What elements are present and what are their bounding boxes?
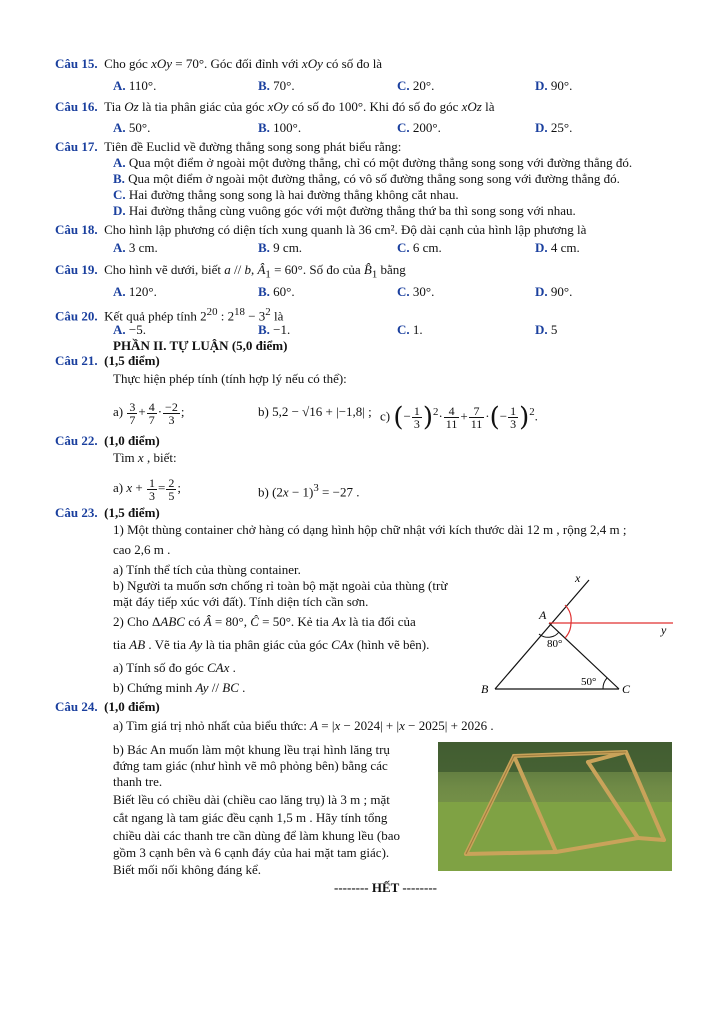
label-C: C — [622, 682, 631, 696]
q23-p1-line1: 1) Một thùng container chở hàng có dạng hình hộp chữ nhật với kích thước dài 12 m , rộng 2,4 m ; — [113, 522, 627, 537]
q21-label: Câu 21. — [55, 353, 98, 368]
q23-p1-a: a) Tính thể tích của thùng container. — [113, 562, 301, 577]
q20-option-a: A. −5. — [113, 322, 146, 337]
q22-part-a: a) x + $\frac{1}{3}$ = $\frac{2}{5}$ ; — [113, 475, 181, 503]
q15-stem: Câu 15. Cho góc xOy = 70°. Góc đối đỉnh với xOy có số đo là — [55, 56, 383, 71]
bamboo-tent-photo — [438, 742, 672, 871]
q23-p1-line2: cao 2,6 m . — [113, 542, 171, 557]
q19-option-b: B. 60°. — [258, 284, 295, 299]
q20-option-b: B. −1. — [258, 322, 291, 337]
label-x: x — [575, 572, 581, 585]
q17-option-a: A. Qua một điểm ở ngoài một đường thẳng, chỉ có một đường thẳng song song với đường thẳng đó. — [113, 155, 633, 170]
q22-text: Tìm x , biết: — [113, 450, 177, 465]
q15-option-d: D. 90°. — [535, 78, 573, 93]
q18-option-c: C. 6 cm. — [397, 240, 442, 255]
q23-p1-b1: b) Người ta muốn sơn chống rỉ toàn bộ mặt ngoài của thùng (trừ — [113, 578, 448, 593]
q21-header — [55, 353, 160, 369]
q21-part-a: a) $\frac{3}{7}$ + $\frac{4}{7}$ · $\frac{-2}{3}$ ; — [113, 399, 185, 427]
q24-b-line2: đứng tam giác (như hình vẽ mô phỏng bên) bằng các — [113, 758, 388, 773]
ray-Bx — [495, 580, 589, 689]
q23-p1-b2: mặt đáy tiếp xúc với đất). Tính diện tích cần sơn. — [113, 594, 369, 609]
q22-points: (1,0 điểm) — [104, 433, 160, 448]
q20-stem: Câu 20. Kết quả phép tính $2^{20}$ : $2^{18} - 3^2$ là — [55, 306, 284, 324]
q17-option-d: D. Hai đường thẳng cùng vuông góc với một đường thẳng thứ ba thì song song với nhau. — [113, 203, 576, 218]
q24-b-line8: Biết mối nối không đáng kể. — [113, 862, 262, 877]
q21-part-c: c) (− $\frac{1}{3}$ )$^2$· $\frac{4}{11}$ + $\frac{7}{11}$ ·(− $\frac{1}{3}$ )$^2$. — [380, 402, 538, 433]
q15-label: Câu 15. — [55, 56, 98, 71]
q23-p2-line2: tia AB . Vẽ tia Ay là tia phân giác của góc CAx (hình vẽ bên). — [113, 637, 430, 652]
label-B: B — [481, 682, 489, 696]
q24-part-a: a) Tìm giá trị nhỏ nhất của biểu thức: A = |x − 2024| + |x − 2025| + 2026 . — [113, 718, 494, 733]
q18-option-d: D. 4 cm. — [535, 240, 580, 255]
q20-option-d: D. 5 — [535, 322, 558, 337]
q17-option-c: C. Hai đường thẳng song song là hai đường thẳng không cắt nhau. — [113, 187, 459, 202]
q19-option-a: A. 120°. — [113, 284, 157, 299]
q24-b-line5: cắt ngang là tam giác đều cạnh 1,5 m . Hãy tính tổng — [113, 810, 388, 825]
q24-b-line1: b) Bác An muốn làm một khung lều trại hình lăng trụ — [113, 742, 390, 757]
q18-option-b: B. 9 cm. — [258, 240, 303, 255]
q18-stem: Câu 18. Cho hình lập phương có diện tích xung quanh là 36 cm². Độ dài cạnh của hình lập phương là — [55, 222, 587, 237]
q22-header — [55, 433, 160, 449]
q16-label: Câu 16. — [55, 99, 98, 114]
q24-b-line3: thanh tre. — [113, 774, 163, 789]
q23-p2-a: a) Tính số đo góc CAx . — [113, 660, 236, 675]
end-marker: -------- HẾT -------- — [334, 880, 437, 895]
q23-header — [55, 505, 160, 521]
q16-stem: Câu 16. Tia Oz là tia phân giác của góc xOy có số đo 100°. Khi đó số đo góc xOz là — [55, 99, 495, 114]
q23-p2-b: b) Chứng minh Ay // BC . — [113, 680, 246, 695]
q23-p2-line1: 2) Cho ΔABC có Â = 80°, Ĉ = 50°. Kẻ tia Ax là tia đối của — [113, 614, 416, 629]
q24-header — [55, 699, 160, 715]
label-angle-A: 80° — [547, 638, 563, 650]
angle-mark-C — [603, 678, 607, 689]
q16-option-d: D. 25°. — [535, 120, 573, 135]
angle-mark-xAy — [565, 605, 571, 623]
q17-option-b: B. Qua một điểm ở ngoài một đường thẳng, có vô số đường thẳng song song với đường thẳng đó. — [113, 171, 620, 186]
q24-points: (1,0 điểm) — [104, 699, 160, 714]
q20-option-c: C. 1. — [397, 322, 423, 337]
q19-option-c: C. 30°. — [397, 284, 435, 299]
q22-label: Câu 22. — [55, 433, 98, 448]
angle-mark-yAC — [565, 623, 571, 638]
q15-option-b: B. 70°. — [258, 78, 295, 93]
q17-stem — [55, 139, 401, 155]
q17-label: Câu 17. — [55, 139, 98, 154]
q16-option-b: B. 100°. — [258, 120, 302, 135]
label-angle-C: 50° — [581, 676, 597, 688]
label-A: A — [539, 608, 547, 622]
q19-option-d: D. 90°. — [535, 284, 573, 299]
q24-b-line6: chiều dài các thanh tre cần dùng để làm khung lều (bao — [113, 828, 400, 843]
q24-label: Câu 24. — [55, 699, 98, 714]
q21-part-b: b) 5,2 − √16 + |−1,8| ; — [258, 404, 372, 419]
q24-b-line7: gồm 3 cạnh bên và 6 cạnh đáy của hai mặt tam giác). — [113, 845, 390, 860]
q20-label: Câu 20. — [55, 308, 98, 324]
q18-label: Câu 18. — [55, 222, 98, 237]
q15-option-a: A. 110°. — [113, 78, 157, 93]
part2-heading: PHẦN II. TỰ LUẬN (5,0 điểm) — [113, 338, 288, 353]
q19-stem: Câu 19. Cho hình vẽ dưới, biết a // b, $Â_1 = 60^\circ$. Số đo của $B̂_1$ bằng — [55, 262, 406, 281]
q18-option-a: A. 3 cm. — [113, 240, 158, 255]
q23-label: Câu 23. — [55, 505, 98, 520]
q16-option-c: C. 200°. — [397, 120, 441, 135]
label-y: y — [661, 623, 667, 637]
q21-text: Thực hiện phép tính (tính hợp lý nếu có thể): — [113, 371, 347, 386]
q24-b-line4: Biết lều có chiều dài (chiều cao lăng trụ) là 3 m ; mặt — [113, 792, 390, 807]
q17-text: Tiên đề Euclid về đường thẳng song song phát biểu rằng: — [104, 139, 402, 154]
q19-label: Câu 19. — [55, 262, 98, 277]
triangle-figure — [475, 572, 680, 697]
q22-part-b: b) $(2x - 1)^3 = -27$ . — [258, 482, 360, 500]
q15-option-c: C. 20°. — [397, 78, 435, 93]
q16-option-a: A. 50°. — [113, 120, 151, 135]
q23-points: (1,5 điểm) — [104, 505, 160, 520]
q21-points: (1,5 điểm) — [104, 353, 160, 368]
